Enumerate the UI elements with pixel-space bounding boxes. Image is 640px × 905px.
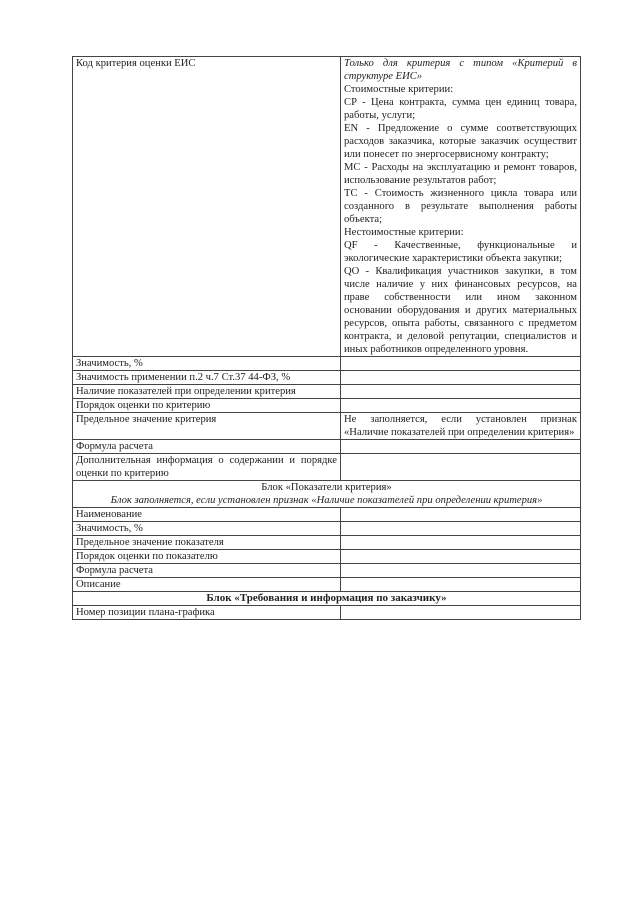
table-row [73,536,581,550]
row-label: Порядок оценки по показателю [73,550,341,564]
row-label: Код критерия оценки ЕИС [73,57,341,357]
row-label: Значимость, % [73,522,341,536]
table-row [73,385,581,399]
row-label: Предельное значение показателя [73,536,341,550]
criteria-table [72,56,581,620]
row-value [341,564,581,578]
table-row [73,606,581,620]
table-row [73,454,581,481]
table-row [73,57,581,357]
table-row [73,413,581,440]
row-value [341,399,581,413]
row-label: Наименование [73,508,341,522]
row-label: Описание [73,578,341,592]
row-value: Не заполняется, если установлен признак «Наличие показателей при определении критерия» [341,413,581,440]
code-desc-line: CP - Цена контракта, сумма цен единиц товара, работы, услуги; [344,97,577,121]
row-label: Номер позиции плана-графика [73,606,341,620]
table-row [73,564,581,578]
code-note: Только для критерия с типом «Критерий в структуре ЕИС» [344,58,577,82]
row-value [341,440,581,454]
code-desc-line: QF - Качественные, функциональные и экологические характеристики объекта закупки; [344,240,577,264]
row-value [341,508,581,522]
row-value [341,371,581,385]
table-row [73,578,581,592]
table-row [73,508,581,522]
row-value [341,57,581,357]
row-label: Формула расчета [73,564,341,578]
row-label: Формула расчета [73,440,341,454]
section-header [73,481,581,508]
table-row [73,440,581,454]
row-value [341,606,581,620]
row-value [341,550,581,564]
row-value [341,578,581,592]
table-row [73,550,581,564]
block-title: Блок «Показатели критерия» [261,482,392,493]
code-desc-line: Нестоимостные критерии: [344,227,464,238]
row-label: Дополнительная информация о содержании и порядке оценки по критерию [73,454,341,481]
table-row [73,371,581,385]
section-header [73,592,581,606]
code-desc-line: MC - Расходы на эксплуатацию и ремонт товаров, использование результатов работ; [344,162,577,186]
row-label: Значимость, % [73,357,341,371]
code-desc-line: QO - Квалификация участников закупки, в том числе наличие у них финансовых ресурсов, на праве собственности или ином законном основании оборудования и других материальных ресурсов, опыта работы, связанного с предметом контракта, и деловой репутации, специалистов и иных работников определенного уровня. [344,266,577,355]
row-value [341,536,581,550]
row-value [341,385,581,399]
table-row [73,522,581,536]
block-note: Блок заполняется, если установлен признак «Наличие показателей при определении критерия» [110,495,543,506]
row-value [341,454,581,481]
row-value [341,522,581,536]
row-label: Наличие показателей при определении критерия [73,385,341,399]
row-label: Значимость применении п.2 ч.7 Ст.37 44-ФЗ, % [73,371,341,385]
code-desc-line: TC - Стоимость жизненного цикла товара или созданного в результате выполнения работы объекта; [344,188,577,225]
table-row [73,357,581,371]
row-value [341,357,581,371]
row-label: Порядок оценки по критерию [73,399,341,413]
block-title: Блок «Требования и информация по заказчику» [73,592,581,606]
row-label: Предельное значение критерия [73,413,341,440]
table-row [73,399,581,413]
code-desc-line: Стоимостные критерии: [344,84,454,95]
code-desc-line: EN - Предложение о сумме соответствующих расходов заказчика, которые заказчик осуществит или понесет по энергосервисному контракту; [344,123,577,160]
